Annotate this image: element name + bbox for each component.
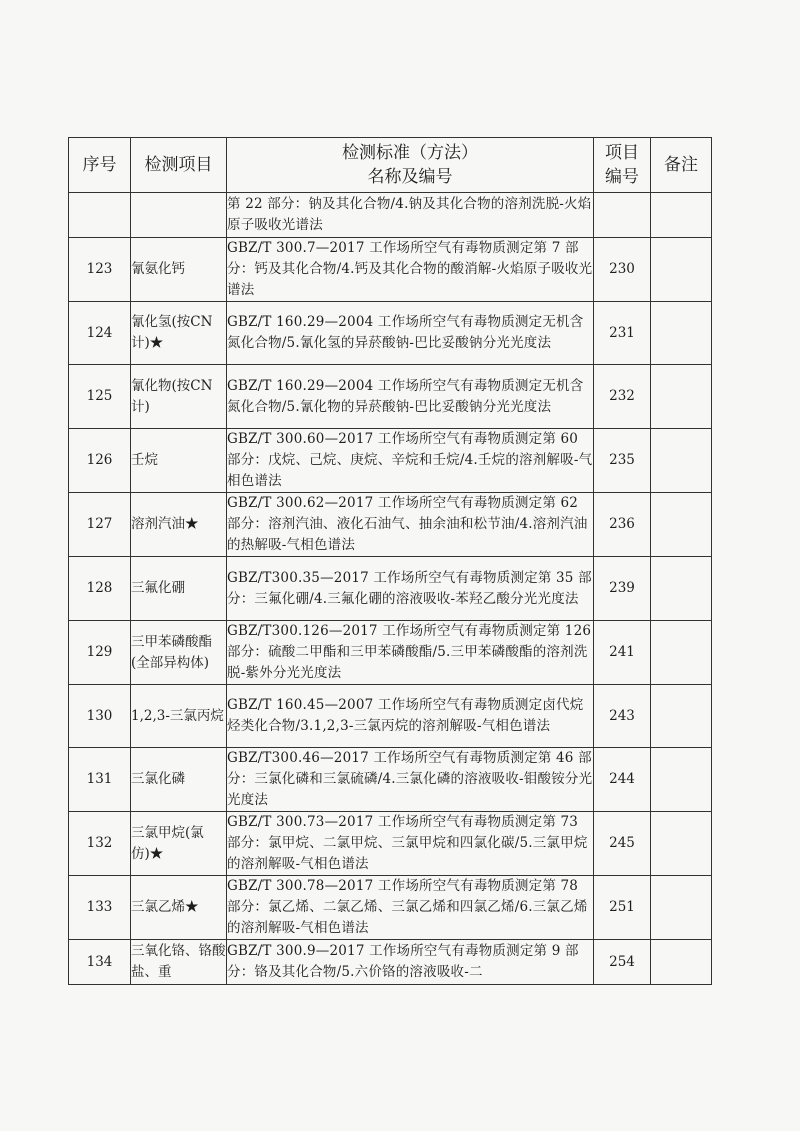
header-item: 检测项目: [131, 138, 227, 193]
row-method: GBZ/T 300.73—2017 工作场所空气有毒物质测定第 73 部分：氯甲烷、二氯甲烷、三氯甲烷和四氯化碳/5.三氯甲烷的溶剂解吸-气相色谱法: [227, 812, 594, 876]
row-remark: [651, 940, 712, 985]
row-method: GBZ/T 300.60—2017 工作场所空气有毒物质测定第 60 部分：戊烷、己烷、庚烷、辛烷和壬烷/4.壬烷的溶剂解吸-气相色谱法: [227, 429, 594, 493]
row-item: 氰化物(按CN 计): [131, 365, 227, 429]
row-no: 125: [69, 365, 131, 429]
row-item: 壬烷: [131, 429, 227, 493]
row-method: 第 22 部分：钠及其化合物/4.钠及其化合物的溶剂洗脱-火焰原子吸收光谱法: [227, 193, 594, 238]
row-item: [131, 193, 227, 238]
row-method: GBZ/T 160.45—2007 工作场所空气有毒物质测定卤代烷烃类化合物/3.1,2,3-三氯丙烷的溶剂解吸-气相色谱法: [227, 685, 594, 748]
header-page-line2: 编号: [605, 167, 639, 187]
row-page: 244: [594, 748, 651, 812]
row-remark: [651, 493, 712, 557]
row-remark: [651, 876, 712, 940]
row-page: 236: [594, 493, 651, 557]
table-row: [69, 748, 712, 812]
row-page: 251: [594, 876, 651, 940]
row-page: [594, 193, 651, 238]
row-no: [69, 193, 131, 238]
row-remark: [651, 685, 712, 748]
row-item: 三氯甲烷(氯仿)★: [131, 812, 227, 876]
row-method: GBZ/T 300.7—2017 工作场所空气有毒物质测定第 7 部分：钙及其化合物/4.钙及其化合物的酸消解-火焰原子吸收光谱法: [227, 238, 594, 302]
row-method: GBZ/T 160.29—2004 工作场所空气有毒物质测定无机含氮化合物/5.氰化氢的异菸酸钠-巴比妥酸钠分光光度法: [227, 302, 594, 365]
table-row: [69, 238, 712, 302]
row-no: 127: [69, 493, 131, 557]
row-method: GBZ/T 300.62—2017 工作场所空气有毒物质测定第 62 部分：溶剂汽油、液化石油气、抽余油和松节油/4.溶剂汽油的热解吸-气相色谱法: [227, 493, 594, 557]
header-no: 序号: [69, 138, 131, 193]
table-row: [69, 429, 712, 493]
row-page: 254: [594, 940, 651, 985]
table-row: [69, 621, 712, 685]
row-no: 128: [69, 557, 131, 621]
row-no: 133: [69, 876, 131, 940]
row-item: 三氯乙烯★: [131, 876, 227, 940]
row-remark: [651, 238, 712, 302]
row-page: 245: [594, 812, 651, 876]
row-method: GBZ/T 300.9—2017 工作场所空气有毒物质测定第 9 部分：铬及其化合物/5.六价铬的溶液吸收-二: [227, 940, 594, 985]
row-method: GBZ/T 300.78—2017 工作场所空气有毒物质测定第 78 部分：氯乙烯、二氯乙烯、三氯乙烯和四氯乙烯/6.三氯乙烯的溶剂解吸-气相色谱法: [227, 876, 594, 940]
row-method: GBZ/T 160.29—2004 工作场所空气有毒物质测定无机含氮化合物/5.氰化物的异菸酸钠-巴比妥酸钠分光光度法: [227, 365, 594, 429]
row-page: 231: [594, 302, 651, 365]
header-row: [69, 138, 712, 193]
row-item: 溶剂汽油★: [131, 493, 227, 557]
header-page-line1: 项目: [605, 143, 639, 163]
row-page: 239: [594, 557, 651, 621]
row-no: 126: [69, 429, 131, 493]
row-page: 241: [594, 621, 651, 685]
row-remark: [651, 429, 712, 493]
row-no: 130: [69, 685, 131, 748]
table-row: [69, 940, 712, 985]
row-item: 1,2,3-三氯丙烷: [131, 685, 227, 748]
row-page: 232: [594, 365, 651, 429]
row-page: 243: [594, 685, 651, 748]
header-method: [227, 138, 594, 193]
standards-table: [68, 137, 712, 985]
header-remark: 备注: [651, 138, 712, 193]
table-row: [69, 812, 712, 876]
row-page: 230: [594, 238, 651, 302]
table-row: [69, 365, 712, 429]
row-no: 131: [69, 748, 131, 812]
row-remark: [651, 812, 712, 876]
row-item: 氰化氢(按CN 计)★: [131, 302, 227, 365]
row-item: 三甲苯磷酸酯(全部异构体): [131, 621, 227, 685]
row-item: 三氧化铬、铬酸盐、重: [131, 940, 227, 985]
row-remark: [651, 748, 712, 812]
row-no: 129: [69, 621, 131, 685]
row-remark: [651, 621, 712, 685]
row-no: 134: [69, 940, 131, 985]
table-row: [69, 876, 712, 940]
row-method: GBZ/T300.46—2017 工作场所空气有毒物质测定第 46 部分：三氯化磷和三氯硫磷/4.三氯化磷的溶液吸收-钼酸铵分光光度法: [227, 748, 594, 812]
row-remark: [651, 557, 712, 621]
table-row: [69, 557, 712, 621]
row-no: 123: [69, 238, 131, 302]
row-remark: [651, 365, 712, 429]
table-row: [69, 685, 712, 748]
row-method: GBZ/T300.126—2017 工作场所空气有毒物质测定第 126 部分：硫酸二甲酯和三甲苯磷酸酯/5.三甲苯磷酸酯的溶剂洗脱-紫外分光光度法: [227, 621, 594, 685]
table-row: [69, 493, 712, 557]
table-row: [69, 302, 712, 365]
row-item: 氰氨化钙: [131, 238, 227, 302]
header-page: [594, 138, 651, 193]
row-page: 235: [594, 429, 651, 493]
row-no: 124: [69, 302, 131, 365]
row-no: 132: [69, 812, 131, 876]
row-item: 三氯化磷: [131, 748, 227, 812]
row-remark: [651, 193, 712, 238]
table-row: [69, 193, 712, 238]
row-item: 三氟化硼: [131, 557, 227, 621]
header-method-line2: 名称及编号: [367, 167, 453, 187]
row-remark: [651, 302, 712, 365]
header-method-line1: 检测标准（方法）: [342, 143, 478, 163]
row-method: GBZ/T300.35—2017 工作场所空气有毒物质测定第 35 部分：三氟化硼/4.三氟化硼的溶液吸收-苯羟乙酸分光光度法: [227, 557, 594, 621]
